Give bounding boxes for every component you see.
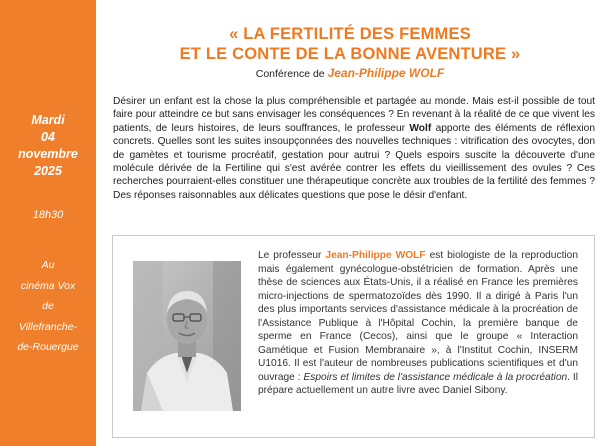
sidebar (0, 0, 96, 446)
venue-line-3: de (42, 300, 54, 312)
bio-text-1: est biologiste de la reproduction mais également gynécologue-obstétricien de formation. Après une thèse de sciences aux États-Unis, il a réalisé en France les premières micro-injections de spermatozoïdes dès 1990. Il a dirigé à Paris l'un des plus importants services d'assistance médicale à la procréation de l'Assistance Publique à l'Hôpital Cochin, la première banque de sperme en France (Cecos), ainsi que le groupe « Interaction Gamétique et Fusion Membranaire », à l'Institut Cochin, INSERM U1016. Il est l'auteur de nombreuses publications scientifiques et d'un ouvrage : (258, 250, 578, 383)
venue-line-1: Au (41, 259, 55, 271)
bio-text-2: . Il prépare actuellement un autre livre avec Daniel Sibony. (258, 371, 578, 396)
portrait-photo (133, 261, 241, 411)
event-time: 18h30 (32, 209, 64, 221)
date-month: novembre (18, 147, 78, 161)
date-day-name: Mardi (31, 113, 65, 127)
portrait-illustration (133, 261, 241, 411)
lecture-abstract (113, 95, 595, 202)
date-day-number: 04 (41, 130, 55, 144)
event-venue (0, 255, 96, 358)
page-title-line-1: « LA FERTILITÉ DES FEMMES (229, 25, 471, 43)
page-title-line-2: ET LE CONTE DE LA BONNE AVENTURE » (179, 45, 521, 63)
bio-prefix: Le professeur (258, 250, 326, 261)
speaker-bio-box (112, 235, 595, 438)
venue-line-4: Villefranche- (18, 320, 78, 333)
bio-book-title: Espoirs et limites de l'assistance médicale à la procréation (303, 371, 568, 383)
page-subtitle (150, 66, 550, 80)
abstract-speaker-name: Wolf (409, 122, 432, 134)
venue-line-5: de-Rouergue (17, 341, 79, 353)
speaker-bio (258, 249, 578, 398)
abstract-text-1: Désirer un enfant est la chose la plus compréhensible et partagée au monde. Mais est-il possible de tout faire pour atteindre ce but sans envisager les conséquences ? En revenant à la réalité de ce que vivent les patients, de leurs histoires, de leurs souffrances, le professeur (113, 96, 595, 134)
subtitle-prefix: Conférence de (255, 68, 328, 80)
event-date (0, 112, 96, 180)
venue-line-2: cinéma Vox (20, 279, 76, 292)
date-year: 2025 (34, 164, 62, 178)
abstract-text-2: apporte des éléments de réflexion concrets. Quelles sont les suites insoupçonnées des nouvelles techniques : vitrification des ovocytes, don de gamètes et tourisme procréatif, gestation pour autrui ? Quels espoirs suscite la découverte d'une molécule dérivée de la Fertiline qui s'est avérée contrer les effets du vieillissement des ovules ? Ces recherches pourraient-elles constituer une thérapeutique concrète aux troubles de la fertilité des femmes ? Des réponses raisonnables aux délicates questions que pose le désir d'enfant. (113, 122, 595, 201)
bio-speaker-name: Jean-Philippe WOLF (325, 250, 426, 261)
speaker-name: Jean-Philippe WOLF (327, 66, 445, 80)
